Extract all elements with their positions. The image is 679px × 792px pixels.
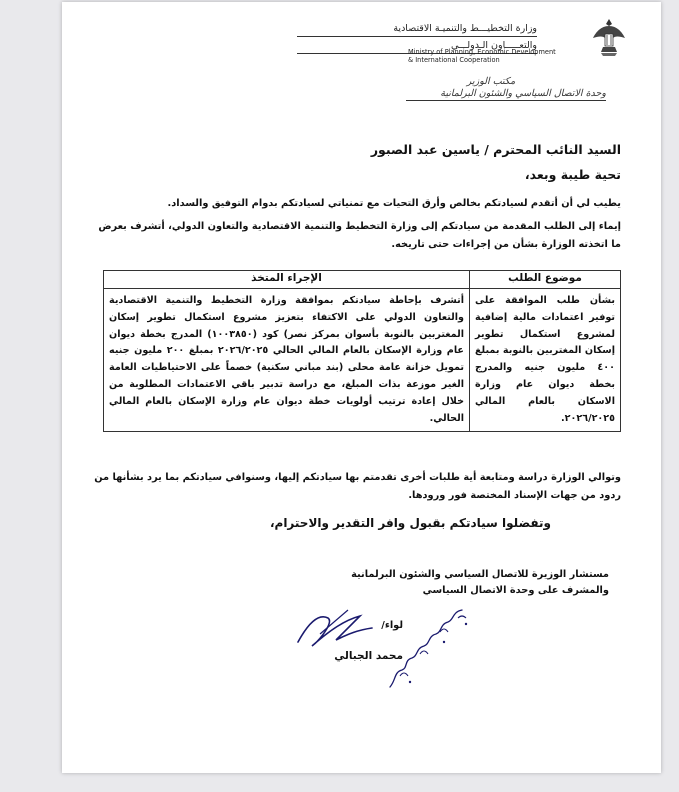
signatory-title (351, 567, 609, 599)
ministry-ar-line1: وزارة التخطيـــط والتنميـة الاقتصادية (297, 22, 537, 37)
header-action-taken: الإجراء المتخذ (104, 271, 470, 289)
signatory-title-line1: مستشار الوزيرة للاتصال السياسي والشئون البرلمانية (351, 569, 609, 580)
greeting: تحية طيبة وبعد، (524, 167, 621, 182)
ministry-ar-line2: والتعـــــاون الـدولـــي (297, 39, 537, 54)
signatory-rank: لواء/ (381, 620, 403, 631)
reference-paragraph: إيماء إلى الطلب المقدمة من سيادتكم إلى وزارة التخطيط والتنمية الاقتصادية والتعاون الدولي، أتشرف بعرض ما اتخذته الوزارة بشأن من إجراءات حتى تاريخه. (98, 221, 621, 250)
handwritten-signature-icon (290, 600, 380, 660)
table-header-row (104, 271, 621, 289)
header-request-subject: موضوع الطلب (470, 271, 621, 289)
handwritten-annotation-icon (382, 602, 492, 697)
ministry-name-english (408, 48, 598, 64)
office-line1: مكتب الوزير (466, 76, 516, 87)
recipient-salutation: السيد النائب المحترم / ياسين عبد الصبور (370, 142, 621, 157)
signatory-name: محمد الجبالي (334, 650, 403, 662)
request-subject-cell: بشأن طلب الموافقة على توفير اعتمادات مالية إضافية لمشروع استكمال تطوير إسكان المغتربين بالنوبة بمبلغ ٤٠٠ مليون جنيه والمدرج بخطة ديوان عام وزارة الاسكان بالعام المالي ٢٠٢٦/٢٠٢٥. (470, 289, 621, 432)
closing-line: وتفضلوا سيادتكم بقبول وافر التقدير والاحترام، (269, 516, 551, 530)
ministry-en-line1: Ministry of Planning, Economic Development (408, 48, 556, 56)
intro-paragraph: يطيب لي أن أتقدم لسيادتكم بخالص وأرق التحيات مع تمنياتي لسيادتكم بدوام التوفيق والسداد. (167, 198, 621, 209)
office-header (406, 76, 606, 101)
follow-up-paragraph: وتوالي الوزارة دراسة ومتابعة أية طلبات أخرى تقدمتم بها سيادتكم إليها، وسنوافي سيادتكم بما يرد بشأنها من ردود من جهات الإسناد المختصة فور ورودها. (94, 472, 621, 501)
office-line2: وحدة الاتصال السياسي والشئون البرلمانية (406, 88, 606, 101)
letter-page (62, 2, 661, 773)
table-row (104, 289, 621, 432)
request-table (103, 270, 621, 432)
ministry-en-line2: & International Cooperation (408, 56, 500, 64)
signatory-title-line2: والمشرف على وحدة الاتصال السياسي (422, 585, 609, 596)
action-taken-cell: أتشرف بإحاطة سيادتكم بموافقة وزارة التخطيط والتنمية الاقتصادية والتعاون الدولي على الاكتفاء بتعزيز مشروع استكمال تطوير إسكان المغتربين بالنوبة بأسوان بمركز نصر) كود (١٠٠٣٨٥٠) المدرج بخطة ديوان عام وزارة الإسكان بالعام المالي الحالي ٢٠٢٦/٢٠٢٥ بمبلغ ٢٠٠ مليون جنيه تمويل خزانة عامة محلى (بند مباني سكنية) خصماً على الاحتياطيات العامة الغير موزعة بذات المبلغ، مع دراسة تدبير باقي الاعتمادات المطلوبة من خلال إعادة ترتيب أولويات خطة ديوان عام وزارة الإسكان بالعام المالي الحالي. (104, 289, 470, 432)
